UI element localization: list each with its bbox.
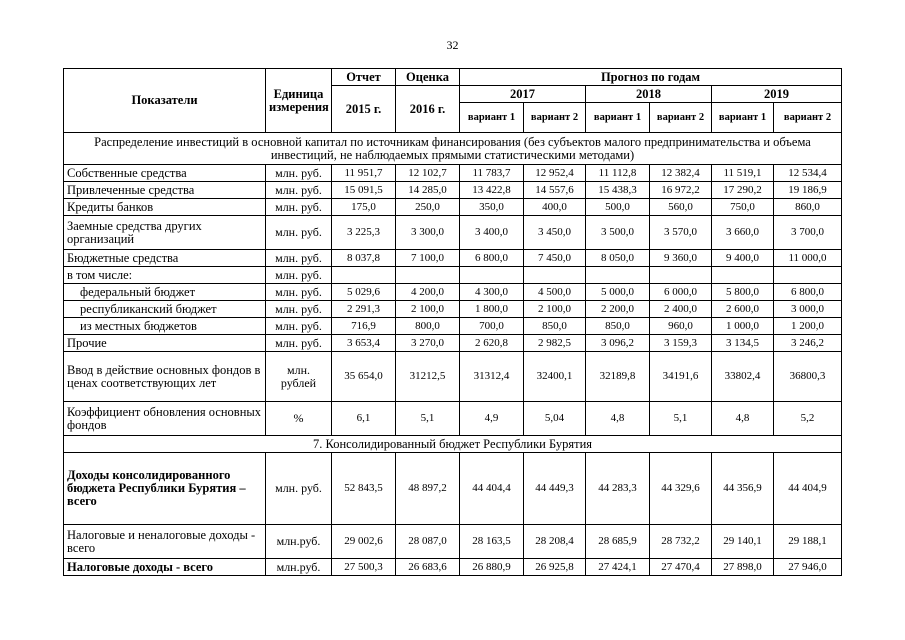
row-value: 28 163,5 — [460, 525, 524, 559]
row-value: 16 972,2 — [650, 182, 712, 199]
row-value: 28 685,9 — [586, 525, 650, 559]
row-value: 1 800,0 — [460, 301, 524, 318]
row-value: 3 660,0 — [712, 216, 774, 250]
row-value: 6 000,0 — [650, 284, 712, 301]
row-value: 500,0 — [586, 199, 650, 216]
row-label: Бюджетные средства — [64, 250, 266, 267]
header-unit: Единица измерения — [266, 69, 332, 133]
row-unit: млн. руб. — [266, 301, 332, 318]
page-number: 32 — [446, 38, 459, 52]
table-row — [64, 250, 842, 267]
row-label: Кредиты банков — [64, 199, 266, 216]
row-label: Собственные средства — [64, 165, 266, 182]
row-value: 34191,6 — [650, 352, 712, 402]
row-value: 2 982,5 — [524, 335, 586, 352]
row-value: 250,0 — [396, 199, 460, 216]
row-value: 3 450,0 — [524, 216, 586, 250]
row-value: 4,9 — [460, 402, 524, 436]
header-year-2018: 2018 — [586, 86, 712, 103]
table-row — [64, 267, 842, 284]
row-value: 44 283,3 — [586, 453, 650, 525]
header-report-year: 2015 г. — [332, 86, 396, 133]
row-value: 1 000,0 — [712, 318, 774, 335]
row-value: 860,0 — [774, 199, 842, 216]
row-value: 350,0 — [460, 199, 524, 216]
row-label: Прочие — [64, 335, 266, 352]
section-title: Распределение инвестиций в основной капитал по источникам финансирования (без субъектов малого предпринимательства и объема инвестиций, не наблюдаемых прямыми статистическими методами) — [64, 133, 842, 165]
table-row — [64, 182, 842, 199]
row-unit: млн. руб. — [266, 199, 332, 216]
row-unit: млн. руб. — [266, 318, 332, 335]
row-value: 3 134,5 — [712, 335, 774, 352]
row-value: 5,2 — [774, 402, 842, 436]
row-value: 850,0 — [586, 318, 650, 335]
row-value: 27 424,1 — [586, 559, 650, 576]
header-estimate: Оценка — [396, 69, 460, 86]
row-value: 960,0 — [650, 318, 712, 335]
row-label: в том числе: — [64, 267, 266, 284]
row-unit: % — [266, 402, 332, 436]
row-value: 400,0 — [524, 199, 586, 216]
row-unit: млн. руб. — [266, 284, 332, 301]
row-label: федеральный бюджет — [64, 284, 266, 301]
row-value: 560,0 — [650, 199, 712, 216]
row-label: Налоговые доходы - всего — [64, 559, 266, 576]
row-value: 5 000,0 — [586, 284, 650, 301]
row-value: 15 438,3 — [586, 182, 650, 199]
row-value: 5,1 — [650, 402, 712, 436]
table-row — [64, 352, 842, 402]
row-value — [460, 267, 524, 284]
row-value: 850,0 — [524, 318, 586, 335]
row-value: 2 600,0 — [712, 301, 774, 318]
table-row — [64, 216, 842, 250]
row-label: из местных бюджетов — [64, 318, 266, 335]
row-value: 9 360,0 — [650, 250, 712, 267]
row-value: 29 002,6 — [332, 525, 396, 559]
row-value: 4 200,0 — [396, 284, 460, 301]
header-variant-2: вариант 2 — [524, 103, 586, 133]
row-value: 27 500,3 — [332, 559, 396, 576]
row-value — [774, 267, 842, 284]
row-unit: млн.руб. — [266, 559, 332, 576]
header-variant-1: вариант 1 — [460, 103, 524, 133]
header-variant-1: вариант 1 — [712, 103, 774, 133]
table-body — [64, 69, 842, 576]
row-value: 3 096,2 — [586, 335, 650, 352]
row-value: 3 500,0 — [586, 216, 650, 250]
row-value: 5,1 — [396, 402, 460, 436]
row-value: 4,8 — [586, 402, 650, 436]
row-value: 7 100,0 — [396, 250, 460, 267]
row-value: 27 946,0 — [774, 559, 842, 576]
row-value: 11 112,8 — [586, 165, 650, 182]
row-value — [712, 267, 774, 284]
row-value: 44 404,9 — [774, 453, 842, 525]
header-variant-2: вариант 2 — [650, 103, 712, 133]
row-value: 2 100,0 — [524, 301, 586, 318]
row-value: 5 800,0 — [712, 284, 774, 301]
row-value: 32189,8 — [586, 352, 650, 402]
row-value: 5 029,6 — [332, 284, 396, 301]
row-value: 27 898,0 — [712, 559, 774, 576]
row-label: Привлеченные средства — [64, 182, 266, 199]
row-value: 27 470,4 — [650, 559, 712, 576]
row-unit: млн. руб. — [266, 267, 332, 284]
row-label: Ввод в действие основных фондов в ценах соответствующих лет — [64, 352, 266, 402]
row-value — [524, 267, 586, 284]
row-value: 33802,4 — [712, 352, 774, 402]
row-value: 29 140,1 — [712, 525, 774, 559]
row-value: 3 570,0 — [650, 216, 712, 250]
row-value: 12 382,4 — [650, 165, 712, 182]
row-value: 4 500,0 — [524, 284, 586, 301]
row-value — [586, 267, 650, 284]
row-value: 26 880,9 — [460, 559, 524, 576]
table-row — [64, 335, 842, 352]
row-value — [650, 267, 712, 284]
row-value — [396, 267, 460, 284]
row-value: 13 422,8 — [460, 182, 524, 199]
row-value: 4 300,0 — [460, 284, 524, 301]
table-row — [64, 525, 842, 559]
row-label: Доходы консолидированного бюджета Республики Бурятия – всего — [64, 453, 266, 525]
table-row — [64, 402, 842, 436]
row-value: 5,04 — [524, 402, 586, 436]
row-value: 44 356,9 — [712, 453, 774, 525]
row-value: 52 843,5 — [332, 453, 396, 525]
row-value: 17 290,2 — [712, 182, 774, 199]
row-value: 44 404,4 — [460, 453, 524, 525]
row-value: 3 270,0 — [396, 335, 460, 352]
header-variant-1: вариант 1 — [586, 103, 650, 133]
row-value: 800,0 — [396, 318, 460, 335]
header-variant-2: вариант 2 — [774, 103, 842, 133]
row-value: 28 732,2 — [650, 525, 712, 559]
row-value: 48 897,2 — [396, 453, 460, 525]
row-value: 6,1 — [332, 402, 396, 436]
row-value: 3 700,0 — [774, 216, 842, 250]
row-value: 36800,3 — [774, 352, 842, 402]
row-value: 14 285,0 — [396, 182, 460, 199]
row-value: 8 037,8 — [332, 250, 396, 267]
header-report: Отчет — [332, 69, 396, 86]
row-value — [332, 267, 396, 284]
row-value: 700,0 — [460, 318, 524, 335]
row-value: 6 800,0 — [460, 250, 524, 267]
row-value: 750,0 — [712, 199, 774, 216]
row-value: 3 300,0 — [396, 216, 460, 250]
row-value: 2 200,0 — [586, 301, 650, 318]
row-unit: млн.руб. — [266, 525, 332, 559]
row-value: 12 952,4 — [524, 165, 586, 182]
header-forecast: Прогноз по годам — [460, 69, 842, 86]
header-estimate-year: 2016 г. — [396, 86, 460, 133]
row-value: 7 450,0 — [524, 250, 586, 267]
row-value: 3 246,2 — [774, 335, 842, 352]
row-value: 3 000,0 — [774, 301, 842, 318]
table-row — [64, 284, 842, 301]
row-value: 2 291,3 — [332, 301, 396, 318]
header-year-2017: 2017 — [460, 86, 586, 103]
row-value: 31212,5 — [396, 352, 460, 402]
row-value: 6 800,0 — [774, 284, 842, 301]
row-value: 3 225,3 — [332, 216, 396, 250]
row-value: 3 159,3 — [650, 335, 712, 352]
row-value: 26 925,8 — [524, 559, 586, 576]
row-unit: млн. руб. — [266, 335, 332, 352]
row-unit: млн. рублей — [266, 352, 332, 402]
row-unit: млн. руб. — [266, 165, 332, 182]
row-value: 32400,1 — [524, 352, 586, 402]
row-value: 8 050,0 — [586, 250, 650, 267]
row-unit: млн. руб. — [266, 182, 332, 199]
row-value: 28 087,0 — [396, 525, 460, 559]
header-indicators: Показатели — [64, 69, 266, 133]
row-value: 44 329,6 — [650, 453, 712, 525]
row-value: 4,8 — [712, 402, 774, 436]
row-value: 11 519,1 — [712, 165, 774, 182]
row-unit: млн. руб. — [266, 216, 332, 250]
section-title: 7. Консолидированный бюджет Республики Бурятия — [64, 436, 842, 453]
row-value: 31312,4 — [460, 352, 524, 402]
row-value: 35 654,0 — [332, 352, 396, 402]
row-value: 3 653,4 — [332, 335, 396, 352]
row-value: 2 400,0 — [650, 301, 712, 318]
row-value: 26 683,6 — [396, 559, 460, 576]
row-value: 12 534,4 — [774, 165, 842, 182]
row-value: 19 186,9 — [774, 182, 842, 199]
row-label: республиканский бюджет — [64, 301, 266, 318]
row-label: Налоговые и неналоговые доходы - всего — [64, 525, 266, 559]
row-value: 15 091,5 — [332, 182, 396, 199]
table-row — [64, 301, 842, 318]
row-value: 12 102,7 — [396, 165, 460, 182]
row-value: 14 557,6 — [524, 182, 586, 199]
row-value: 716,9 — [332, 318, 396, 335]
table-row — [64, 165, 842, 182]
row-value: 1 200,0 — [774, 318, 842, 335]
header-year-2019: 2019 — [712, 86, 842, 103]
table-row — [64, 559, 842, 576]
row-label: Заемные средства других организаций — [64, 216, 266, 250]
forecast-table — [63, 68, 842, 576]
row-value: 44 449,3 — [524, 453, 586, 525]
row-unit: млн. руб. — [266, 453, 332, 525]
row-value: 11 000,0 — [774, 250, 842, 267]
row-value: 3 400,0 — [460, 216, 524, 250]
row-value: 175,0 — [332, 199, 396, 216]
row-value: 9 400,0 — [712, 250, 774, 267]
table-row — [64, 453, 842, 525]
row-value: 11 783,7 — [460, 165, 524, 182]
row-value: 2 620,8 — [460, 335, 524, 352]
row-value: 29 188,1 — [774, 525, 842, 559]
table-row — [64, 318, 842, 335]
table-row — [64, 199, 842, 216]
row-value: 2 100,0 — [396, 301, 460, 318]
row-value: 28 208,4 — [524, 525, 586, 559]
row-unit: млн. руб. — [266, 250, 332, 267]
row-value: 11 951,7 — [332, 165, 396, 182]
row-label: Коэффициент обновления основных фондов — [64, 402, 266, 436]
